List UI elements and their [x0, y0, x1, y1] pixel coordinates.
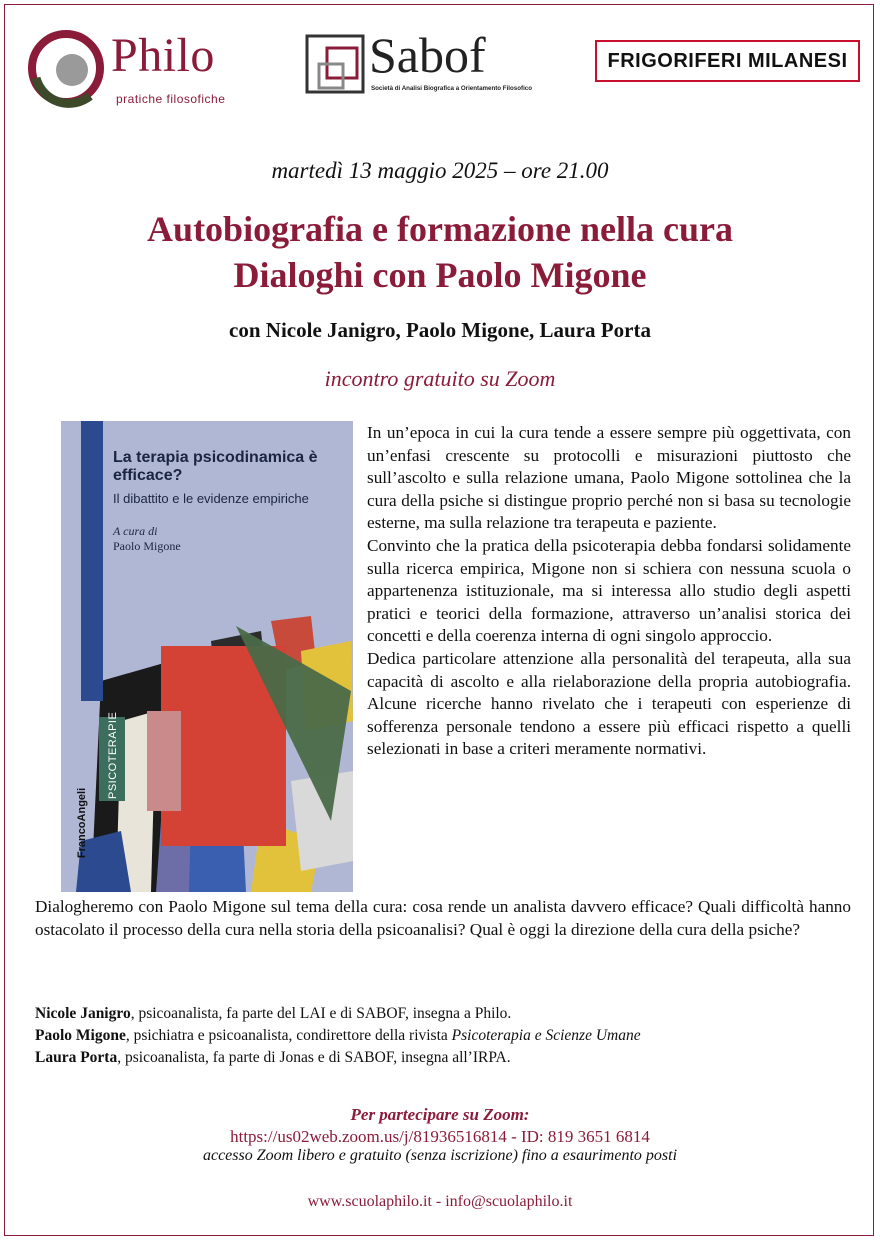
- bio-line: [35, 1025, 865, 1047]
- philo-logo: [28, 26, 248, 108]
- sabof-squares-icon: [305, 34, 367, 96]
- description-paragraph-2: Convinto che la pratica della psicoterapia debba fondarsi solidamente sulla ricerca empirica, Migone non si schiera con nessuna scuola o appartenenza istituzionale, ma si interessa allo studio degli aspetti pratici e teorici della formazione, attraverso un’analisi storica dei concetti e della coerenza interna di ogni singolo approccio.: [367, 535, 851, 646]
- cover-spine: [81, 421, 103, 701]
- bio-text: , psicoanalista, fa parte di Jonas e di SABOF, insegna all’IRPA.: [117, 1049, 511, 1066]
- bio-journal: Psicoterapia e Scienze Umane: [451, 1027, 641, 1044]
- event-title-line2: Dialoghi con Paolo Migone: [233, 255, 647, 295]
- philo-tagline: pratiche filosofiche: [116, 92, 226, 106]
- sabof-tagline: Società di Analisi Biografica a Orientamento Filosofico: [371, 85, 533, 92]
- philo-emblem-icon: [28, 26, 108, 108]
- zoom-heading: Per partecipare su Zoom:: [350, 1105, 530, 1124]
- bio-name: Nicole Janigro: [35, 1005, 131, 1022]
- description-paragraph-4: Dialogheremo con Paolo Migone sul tema della cura: cosa rende un analista davvero efficace? Quali difficoltà hanno ostacolato il processo della cura nella storia della psicoanalisi? Qual è oggi la direzione della cura della psiche?: [35, 897, 851, 939]
- book-series: PSICOTERAPIE: [107, 711, 119, 799]
- bio-name: Paolo Migone: [35, 1027, 126, 1044]
- frigoriferi-logo: [595, 40, 860, 82]
- frigoriferi-name: FRIGORIFERI MILANESI: [607, 49, 848, 72]
- event-speakers: con Nicole Janigro, Paolo Migone, Laura Porta: [229, 318, 651, 342]
- bio-name: Laura Porta: [35, 1049, 118, 1066]
- event-title: [0, 206, 880, 298]
- sabof-name: Sabof: [369, 27, 486, 83]
- book-editor: Paolo Migone: [113, 539, 181, 553]
- description-column: [367, 422, 851, 761]
- bio-text: , psichiatra e psicoanalista, condirettore della rivista: [125, 1027, 452, 1044]
- book-publisher: FrancoAngeli: [76, 787, 89, 859]
- event-format: incontro gratuito su Zoom: [324, 366, 556, 391]
- description-paragraph-3: Dedica particolare attenzione alla personalità del terapeuta, alla sua capacità di ascolto e alla rielaborazione della propria autobiografia. Alcune ricerche hanno rivelato che i terapeuti con esperienze di sofferenza personale tendono a essere più efficaci rispetto a quelli selezionati in base a criteri meramente normativi.: [367, 648, 851, 759]
- footer-contacts[interactable]: www.scuolaphilo.it - info@scuolaphilo.it: [307, 1193, 573, 1210]
- philo-name: Philo: [111, 29, 215, 82]
- bio-line: [35, 1047, 865, 1069]
- book-title: La terapia psicodinamica è efficace?: [113, 449, 318, 484]
- zoom-link[interactable]: https://us02web.zoom.us/j/81936516814 - ID: 819 3651 6814: [230, 1127, 650, 1146]
- event-date: martedì 13 maggio 2025 – ore 21.00: [271, 158, 609, 183]
- zoom-note: accesso Zoom libero e gratuito (senza iscrizione) fino a esaurimento posti: [202, 1147, 678, 1164]
- book-cover: [61, 421, 353, 892]
- bio-text: , psicoanalista, fa parte del LAI e di SABOF, insegna a Philo.: [130, 1005, 512, 1022]
- speaker-bios: [35, 1003, 865, 1069]
- book-series-badge: [99, 711, 125, 801]
- description-full-width: [35, 896, 851, 941]
- description-paragraph-1: In un’epoca in cui la cura tende a essere sempre più oggettivata, con un’enfasi crescente su protocolli e misurazioni piuttosto che sull’ascolto e sulla relazione umana, Paolo Migone sottolinea che la cura della psiche si distingue proprio perché non si basa su tecnologie esterne, ma sulla relazione tra terapeuta e paziente.: [367, 423, 851, 533]
- bio-line: [35, 1003, 865, 1025]
- event-title-line1: Autobiografia e formazione nella cura: [147, 209, 733, 249]
- book-edited-by: A cura di: [113, 524, 158, 538]
- book-subtitle: Il dibattito e le evidenze empiriche: [113, 491, 309, 506]
- sabof-logo: [305, 27, 545, 100]
